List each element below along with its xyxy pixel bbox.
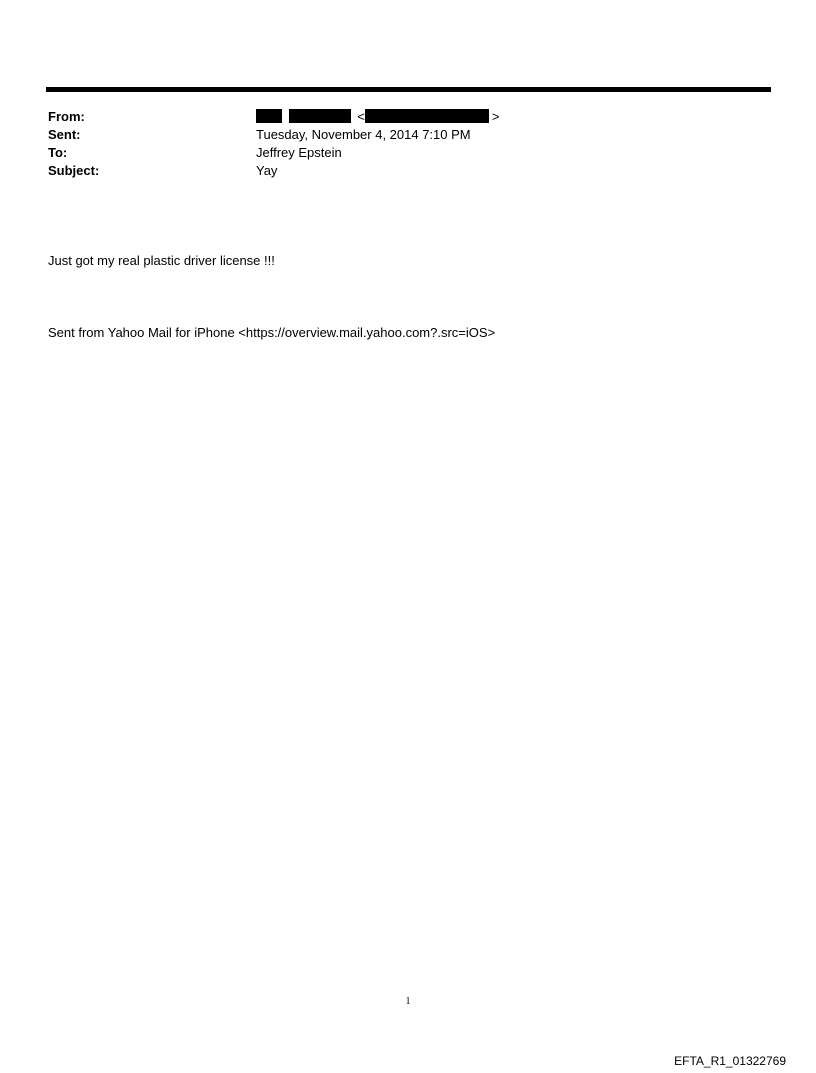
subject-value: Yay: [256, 163, 278, 178]
subject-row: [48, 162, 768, 180]
from-value: [256, 108, 499, 126]
email-signature: Sent from Yahoo Mail for iPhone <https://overview.mail.yahoo.com?.src=iOS>: [48, 325, 496, 340]
redaction-block: [289, 109, 351, 123]
to-row: [48, 144, 768, 162]
subject-label: Subject:: [48, 163, 100, 178]
to-value: Jeffrey Epstein: [256, 145, 342, 160]
sent-label: Sent:: [48, 127, 81, 142]
to-label: To:: [48, 145, 68, 160]
sent-row: [48, 126, 768, 144]
redaction-block: [365, 109, 489, 123]
document-id: EFTA_R1_01322769: [674, 1054, 786, 1068]
from-label: From:: [48, 109, 85, 124]
redaction-block: [256, 109, 282, 123]
from-open-bracket: <: [357, 109, 365, 124]
header-divider: [46, 87, 771, 92]
sent-value: Tuesday, November 4, 2014 7:10 PM: [256, 127, 471, 142]
from-row: [48, 108, 768, 126]
from-close-bracket: >: [491, 109, 500, 124]
page-number: 1: [405, 996, 411, 1007]
message-body: Just got my real plastic driver license !!!: [48, 253, 275, 268]
